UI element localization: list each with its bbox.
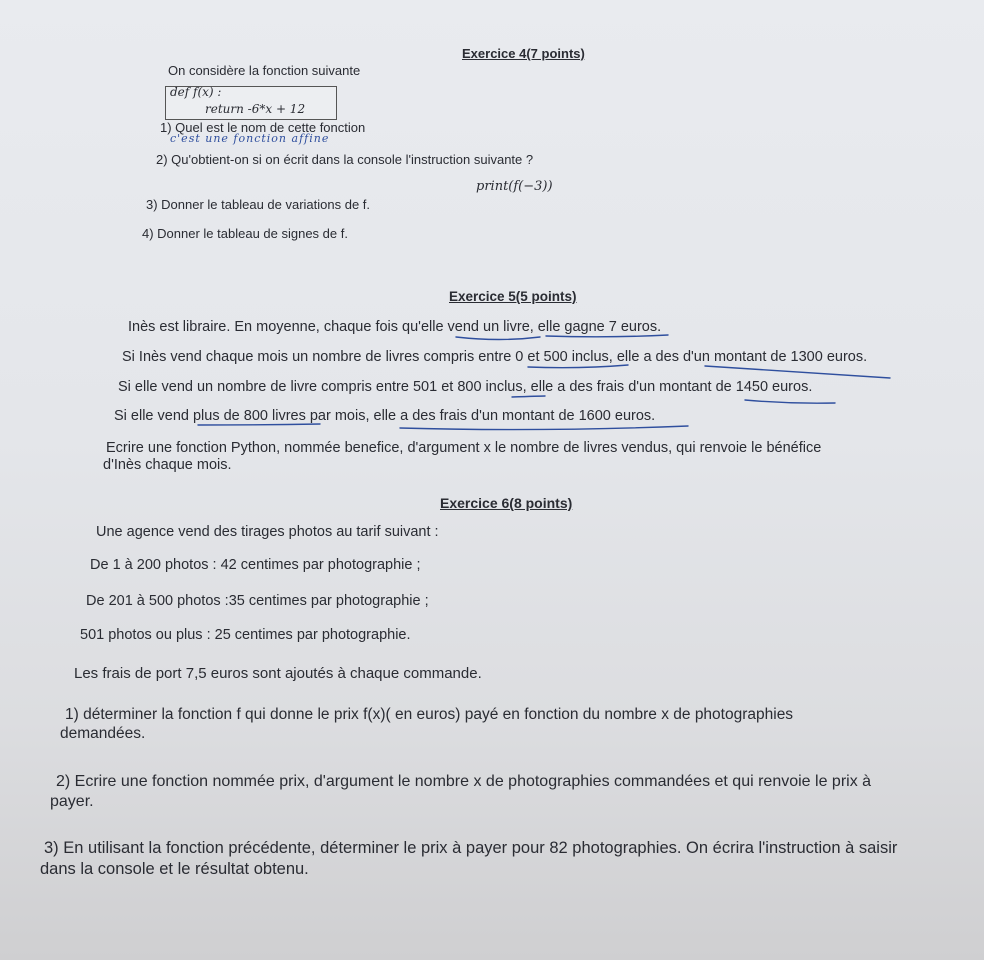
ex5-line5: Ecrire une fonction Python, nommée benefice, d'argument x le nombre de livres vendus, qui renvoie le bénéfice — [106, 440, 822, 456]
ex6-line1: Une agence vend des tirages photos au tarif suivant : — [96, 524, 439, 540]
ex6-q1a: 1) déterminer la fonction f qui donne le prix f(x)( en euros) payé en fonction du nombre x de photographies — [65, 706, 794, 723]
ex6-q1b: demandées. — [60, 725, 146, 742]
ex5-title: Exercice 5(5 points) — [449, 289, 577, 304]
ex4-q4: 4) Donner le tableau de signes de f. — [142, 226, 348, 241]
ex5-line6: d'Inès chaque mois. — [103, 457, 232, 473]
ex4-q2: 2) Qu'obtient-on si on écrit dans la console l'instruction suivante ? — [156, 152, 534, 167]
ex5-line2: Si Inès vend chaque mois un nombre de livres compris entre 0 et 500 inclus, elle a des d'un montant de 1300 euros. — [122, 349, 868, 365]
ex6-q2a: 2) Ecrire une fonction nommée prix, d'argument le nombre x de photographies commandées et qui renvoie le prix à — [56, 773, 872, 790]
ex6-line2: De 1 à 200 photos : 42 centimes par photographie ; — [90, 557, 421, 573]
ex4-q3: 3) Donner le tableau de variations de f. — [146, 197, 371, 212]
ex4-q1: 1) Quel est le nom de cette fonction — [160, 120, 366, 135]
ex6-q3a: 3) En utilisant la fonction précédente, déterminer le prix à payer pour 82 photographies. On écrira l'instruction à saisir — [44, 839, 898, 857]
ex6-line3: De 201 à 500 photos :35 centimes par photographie ; — [86, 593, 429, 609]
underline-vend-un-livre — [456, 337, 540, 340]
ex6-q3b: dans la console et le résultat obtenu. — [40, 860, 309, 878]
ex5-line1: Inès est libraire. En moyenne, chaque fois qu'elle vend un livre, elle gagne 7 euros. — [128, 319, 662, 335]
code-line-1: def f(x) : — [170, 85, 222, 99]
ex5-line4: Si elle vend plus de 800 livres par mois, elle a des frais d'un montant de 1600 euros. — [114, 408, 656, 424]
underline-1300 — [705, 366, 890, 378]
handwritten-answer: c'est une fonction affine — [170, 132, 330, 145]
ex6-q2b: payer. — [50, 793, 94, 810]
ex4-intro: On considère la fonction suivante — [168, 63, 361, 78]
code-line-2: return -6*x + 12 — [205, 102, 306, 116]
ex5-line3: Si elle vend un nombre de livre compris entre 501 et 800 inclus, elle a des frais d'un montant de 1450 euros. — [118, 379, 813, 395]
underline-1600 — [400, 426, 688, 430]
underline-1450 — [745, 400, 835, 403]
ex6-title: Exercice 6(8 points) — [440, 495, 573, 511]
ex6-line5: Les frais de port 7,5 euros sont ajoutés à chaque commande. — [74, 665, 482, 682]
ex4-title: Exercice 4(7 points) — [462, 46, 585, 61]
underline-501-800 — [512, 396, 545, 397]
ex6-line4: 501 photos ou plus : 25 centimes par photographie. — [80, 627, 411, 643]
print-instruction: print(f(−3)) — [476, 179, 553, 194]
